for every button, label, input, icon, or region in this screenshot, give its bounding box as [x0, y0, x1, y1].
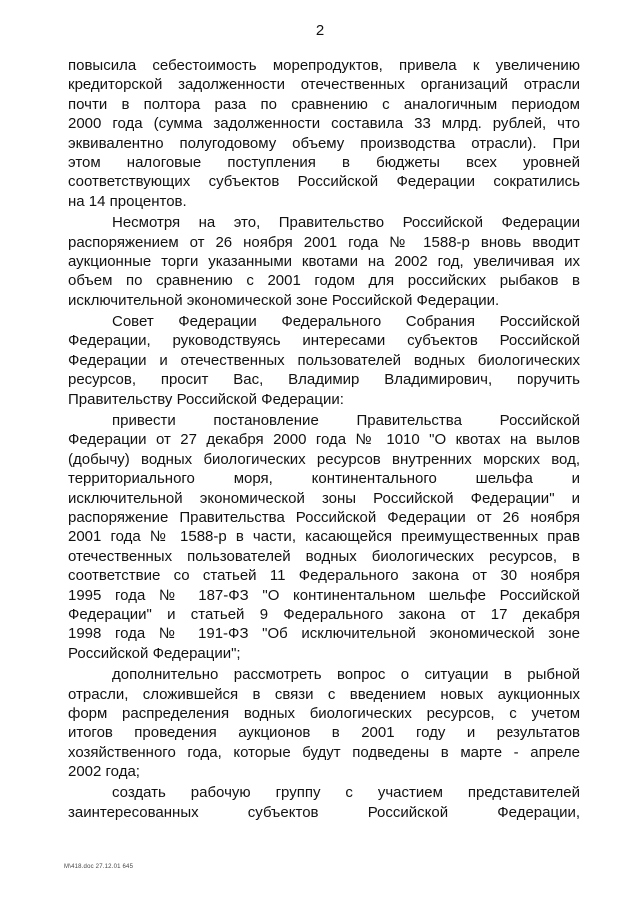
text-line: отрасли, сложившейся в связи с введением новых аукционных — [68, 685, 580, 703]
text-line: объем по сравнению с 2001 годом для российских рыбаков в — [68, 272, 580, 290]
text-line: дополнительно рассмотреть вопрос о ситуации в рыбной — [112, 666, 580, 684]
text-line: почти в полтора раза по сравнению с аналогичным периодом — [68, 95, 580, 113]
text-line: кредиторской задолженности отечественных организаций отрасли — [68, 76, 580, 94]
text-line: распоряжение Правительства Российской Федерации от 26 ноября — [68, 508, 580, 526]
text-line: создать рабочую группу с участием представителей — [112, 784, 580, 802]
text-line: Федерации от 27 декабря 2000 года № 1010 "О квотах на вылов — [68, 431, 580, 449]
paragraph — [68, 411, 580, 663]
paragraph — [68, 56, 580, 211]
document-body — [68, 56, 580, 824]
text-line: распоряжением от 26 ноября 2001 года № 1588-р вновь вводит — [68, 233, 580, 251]
paragraph — [68, 213, 580, 310]
paragraph — [68, 312, 580, 409]
text-line: этом налоговые поступления в бюджеты всех уровней — [68, 153, 580, 171]
text-line: Федерации и отечественных пользователей водных биологических — [68, 351, 580, 369]
text-line: Правительству Российской Федерации: — [68, 390, 344, 408]
text-line: повысила себестоимость морепродуктов, привела к увеличению — [68, 57, 580, 74]
text-line: отечественных пользователей водных биологических ресурсов, в — [68, 547, 580, 565]
text-line: аукционные торги указанными квотами на 2002 год, увеличивая их — [68, 252, 580, 270]
text-line: 2000 года (сумма задолженности составила 33 млрд. рублей, что — [68, 115, 580, 133]
text-line: Совет Федерации Федерального Собрания Российской — [112, 313, 580, 331]
footer-file-stamp: М\418.doc 27.12.01 645 — [64, 864, 134, 870]
text-line: 1998 года № 191-ФЗ "Об исключительной экономической зоне — [68, 625, 580, 643]
text-line: Несмотря на это, Правительство Российской Федерации — [112, 214, 580, 232]
text-line: соответствующих субъектов Российской Федерации сократились — [68, 173, 580, 191]
text-line: хозяйственного года, которые будут подведены в марте - апреле — [68, 743, 580, 761]
text-line: заинтересованных субъектов Российской Федерации, — [68, 803, 580, 821]
text-line: (добычу) водных биологических ресурсов внутренних морских вод, — [68, 450, 580, 468]
text-line: эквивалентно полугодовому объему производства отрасли). При — [68, 134, 580, 152]
text-line: итогов проведения аукционов в 2001 году и результатов — [68, 724, 580, 742]
text-line: 1995 года № 187-ФЗ "О континентальном шельфе Российской — [68, 586, 580, 604]
text-line: 2002 года; — [68, 763, 140, 781]
text-line: соответствие со статьей 11 Федерального закона от 30 ноября — [68, 567, 580, 585]
page-number: 2 — [315, 22, 325, 39]
text-line: на 14 процентов. — [68, 192, 187, 210]
paragraph — [68, 783, 580, 822]
text-line: Российской Федерации"; — [68, 644, 241, 662]
text-line: ресурсов, просит Вас, Владимир Владимирович, поручить — [68, 371, 580, 389]
text-line: Федерации, руководствуясь интересами субъектов Российской — [68, 332, 580, 350]
text-line: 2001 года № 1588-р в части, касающейся преимущественных прав — [68, 528, 580, 546]
text-line: исключительной экономической зоны Российской Федерации" и — [68, 489, 580, 507]
paragraph — [68, 665, 580, 781]
text-line: территориального моря, континентального шельфа и — [68, 470, 580, 488]
text-line: Федерации" и статьей 9 Федерального закона от 17 декабря — [68, 605, 580, 623]
text-line: исключительной экономической зоне Российской Федерации. — [68, 291, 500, 309]
text-line: форм распределения водных биологических ресурсов, с учетом — [68, 704, 580, 722]
text-line: привести постановление Правительства Российской — [112, 412, 580, 430]
